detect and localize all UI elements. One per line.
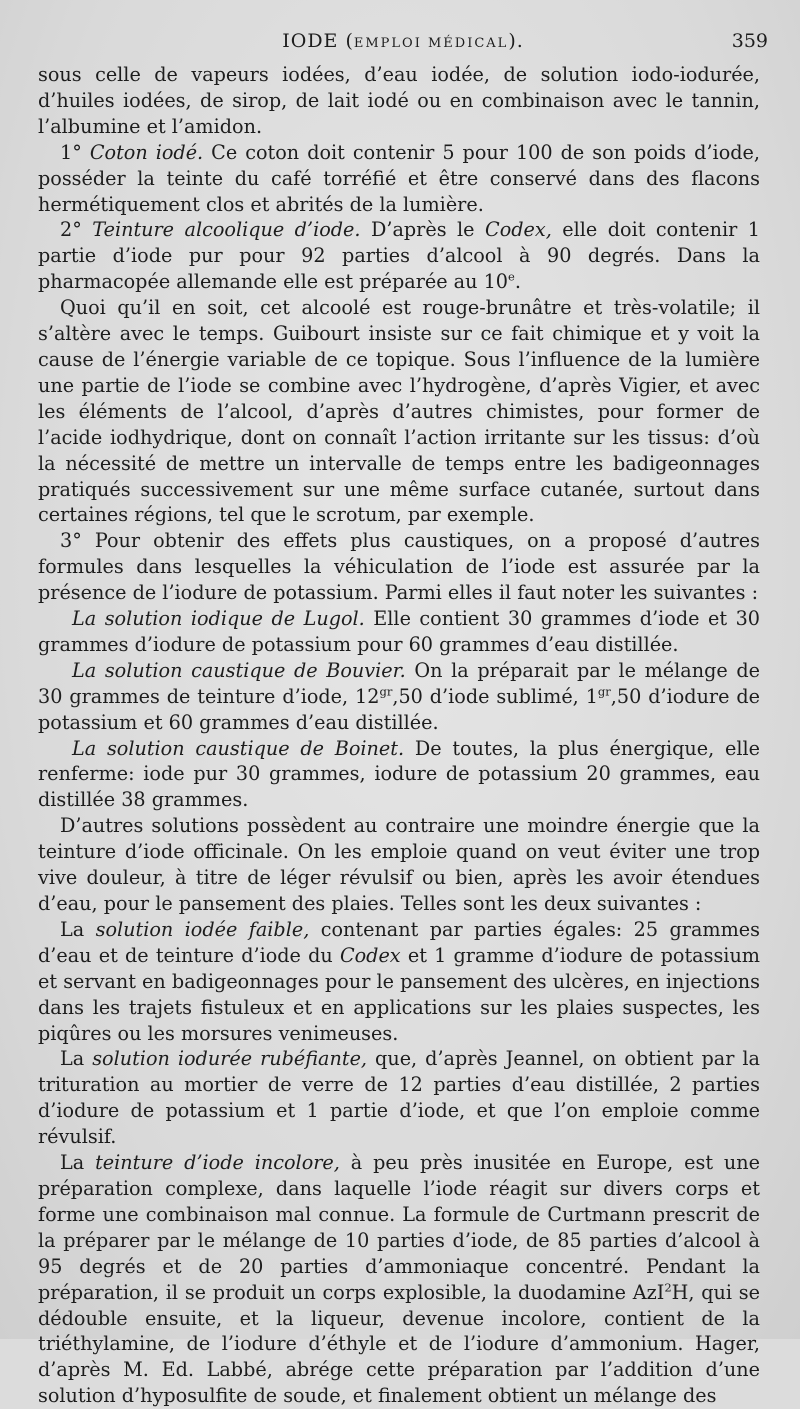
- page-header: [38, 28, 768, 56]
- section-label: La solution iodique de Lugol.: [72, 607, 365, 631]
- paragraph-autres-solutions: D’autres solutions possèdent au contraire une moindre énergie que la teinture d’iode officinale. On les emploie quand on veut éviter une trop vive douleur, à titre de léger révulsif ou bien, après les avoir étendues d’eau, pour le pansement des plaies. Telles sont les deux suivantes :: [38, 814, 760, 915]
- paragraph-coton-iode: 1° Coton iodé. Ce coton doit contenir 5 pour 100 de son poids d’iode, posséder la teinte du café torréfié et être conservé dans des flacons hermétiquement clos et abrités de la lumière.: [38, 140, 760, 216]
- paragraph-intro: sous celle de vapeurs iodées, d’eau iodée, de solution iodo-iodurée, d’huiles iodées, de sirop, de lait iodé ou en combinaison avec le tannin, l’albumine et l’amidon.: [38, 63, 760, 138]
- paragraph-solution-rubefiante: La solution iodurée rubéfiante, que, d’après Jeannel, on obtient par la trituration au mortier de verre de 12 parties d’eau distillée, 2 parties d’iodure de potassium et 1 partie d’iode, et que l’on emploie comme révulsif.: [38, 1047, 760, 1149]
- paragraph-bouvier: La solution caustique de Bouvier. On la préparait par le mélange de 30 grammes de teinture d’iode, $12^{gr},50$ d’iode sublimé, $1^{gr},50$ d’iodure de potassium et 60 grammes d’eau distillée.: [38, 658, 760, 734]
- paragraph-teinture-incolore: La teinture d’iode incolore, à peu près inusitée en Europe, est une préparation complexe, dans laquelle l’iode réagit sur divers corps et forme une combinaison mal connue. La formule de Curtmann prescrit de la préparer par le mélange de 10 parties d’iode, de 85 parties d’alcool à 95 degrés et de 20 parties d’ammoniaque concentré. Pendant la préparation, il se produit un corps explosible, la duodamine AzI$^2$H, qui se dédouble ensuite, et la liqueur, devenue incolore, contient de la triéthylamine, de l’iodure d’éthyle et de l’iodure d’ammonium. Hager, d’après M. Ed. Labbé, abrége cette préparation par l’addition d’une solution d’hyposulfite de soude, et finalement obtient un mélange des: [38, 1151, 761, 1408]
- page-number: 359: [731, 30, 768, 52]
- paragraph-alcoole: Quoi qu’il en soit, cet alcoolé est rouge-brunâtre et très-volatile; il s’altère avec le temps. Guibourt insiste sur ce fait chimique et y voit la cause de l’énergie variable de ce topique. Sous l’influence de la lumière une partie de l’iode se combine avec l’hydrogène, d’après Vigier, et avec les éléments de l’alcool, d’après d’autres chimistes, pour former de l’acide iodhydrique, dont on connaît l’action irritante sur les tissus: d’où la nécessité de mettre un intervalle de temps entre les badigeonnages pratiqués successivement sur une même surface cutanée, surtout dans certaines régions, tel que le scrotum, par exemple.: [38, 296, 760, 527]
- paragraph-solution-faible: La solution iodée faible, contenant par parties égales: 25 grammes d’eau et de teinture d’iode du Codex et 1 gramme d’iodure de potassium et servant en badigeonnages pour le pansement des ulcères, en injections dans les trajets fistuleux et en applications sur les plaies suspectes, les piqûres ou les morsures venimeuses.: [38, 917, 760, 1045]
- section-label: Coton iodé.: [89, 140, 204, 164]
- paragraph-teinture-alcoolique: 2° Teinture alcoolique d’iode. D’après le Codex, elle doit contenir 1 partie d’iode pur pour 92 parties d’alcool à 90 degrés. Dans la pharmacopée allemande elle est préparée au 10e.: [38, 218, 760, 294]
- paragraph-lugol: La solution iodique de Lugol. Elle contient 30 grammes d’iode et 30 grammes d’iodure de potassium pour 60 grammes d’eau distillée.: [38, 607, 760, 656]
- section-label: solution iodurée rubéfiante,: [92, 1047, 368, 1071]
- section-label: teinture d’iode incolore,: [95, 1151, 340, 1175]
- body-text: [38, 62, 760, 1409]
- section-label: solution iodée faible,: [95, 917, 310, 941]
- running-title-subtitle: EMPLOI MÉDICAL: [353, 36, 509, 51]
- section-label: La solution caustique de Bouvier.: [72, 658, 406, 682]
- section-label: Teinture alcoolique d’iode.: [92, 218, 361, 242]
- paragraph-boinet: La solution caustique de Boinet. De toutes, la plus énergique, elle renferme: iode pur 30 grammes, iodure de potassium 20 grammes, eau distillée 38 grammes.: [38, 736, 760, 812]
- running-title: IODE (EMPLOI MÉDICAL).: [282, 30, 524, 52]
- section-label: La solution caustique de Boinet.: [72, 736, 405, 760]
- paragraph-formules-caustiques: 3° Pour obtenir des effets plus caustiques, on a proposé d’autres formules dans lesquelles la véhiculation de l’iode est assurée par la présence de l’iodure de potassium. Parmi elles il faut noter les suivantes :: [38, 529, 760, 605]
